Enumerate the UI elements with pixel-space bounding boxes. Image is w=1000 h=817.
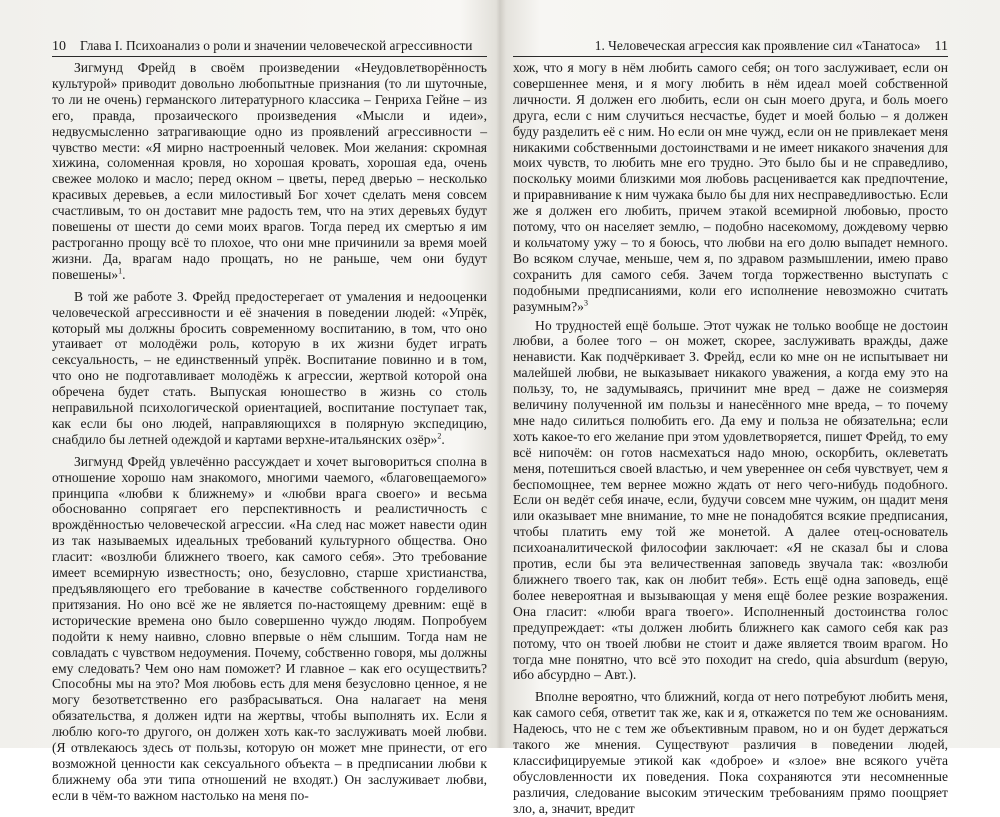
running-head: 1. Человеческая агрессия как проявление сил «Танатоса» xyxy=(594,38,921,53)
paragraph: Вполне вероятно, что ближний, когда от него потребуют любить меня, как самого себя, ответит так же, как и я, откажется по тем же основаниям. Надеюсь, что не с тем же объективным правом, но и он будет держаться такого же мнения. Существуют различия в поведении людей, классифицируемые этикой как «доброе» и «злое» вне всякого учёта обусловленности их поведения. Пока сохраняются эти несомненные различия, следование высоким этическим требованиям прямо поощряет зло, а, значит, вредит xyxy=(513,689,948,816)
footnote-ref: 3 xyxy=(583,298,588,308)
right-page-text xyxy=(513,60,948,817)
page-number: 11 xyxy=(934,39,948,54)
left-page-header xyxy=(52,38,487,57)
footnote-ref: 2 xyxy=(437,431,442,441)
left-page xyxy=(0,0,497,803)
paragraph: Зигмунд Фрейд увлечённо рассуждает и хочет выговориться сполна в отношение хорошо нам знакомого, многими чаемого, «благовещаемого» принципа «любви к ближнему» и «любви врага своего» и весьма обоснованно сопрягает его перспективность и реалистичность с врождённостью человеческой агрессии. «На след нас может навести один из так называемых идеальных требований культурного общества. Оно гласит: «возлюби ближнего твоего, как самого себя». Это требование имеет всемирную известность; оно, безусловно, старше христианства, предъявляющего его требование в качестве собственного горделивого притязания. Но оно всё же не является по-настоящему древним: ещё в исторические времена оно было совершенно чуждо людям. Попробуем подойти к нему наивно, словно впервые о нём слышим. Тогда нам не совладать с чувством недоумения. Почему, собственно говоря, мы должны ему следовать? Чем оно нам поможет? И главное – как его осуществить? Способны мы на это? Моя любовь есть для меня безусловно ценное, я не могу безответственно его разбрасываться. Она налагает на меня обязательства, я должен идти на жертвы, чтобы выполнять их. Если я люблю кого-то другого, он должен хоть как-то заслуживать моей любви. (Я отвлекаюсь здесь от пользы, которую он может мне принести, от его возможной ценности как сексуального объекта – в предписании любви к ближнему оба эти типа отношений не входят.) Он заслуживает любви, если в чём-то важном настолько на меня по- xyxy=(52,453,487,803)
paragraph: Но трудностей ещё больше. Этот чужак не только вообще не достоин любви, а более того – он может, скорее, заслуживать вражды, даже ненависти. Как подчёркивает З. Фрейд, если ко мне он не испытывает ни малейшей любви, не выказывает никакого уважения, а когда ему это на пользу, то, не задумываясь, причинит мне вред – даже не соизмеряя величину полученной им пользы и нанесённого мне вреда, – то почему мне надо силиться полюбить его. Да ему и польза не обязательна; если хоть какое-то его желание при этом удовлетворяется, пишет Фрейд, то ему всё нипочём: он готов насмехаться надо мною, оскорбить, оклеветать меня, потешиться своей властью, и чем увереннее он себя чувствует, чем я беспомощнее, тем вернее можно ждать от него чего-нибудь подобного. Если он ведёт себя иначе, если, будучи совсем мне чужим, он щадит меня или оказывает мне внимание, то мне не понадобятся всякие предписания, чтобы платить ему той же монетой. А далее отец-основатель психоаналитической философии заключает: «Я не сказал бы и слова против, если бы эта величественная заповедь звучала так: «возлюби ближнего твоего так, как он любит тебя». Есть ещё одна заповедь, ещё более невероятная и вызывающая у меня ещё более резкие возражения. Она гласит: «люби врага твоего». Исполненный достоинства голос предупреждает: «ты должен любить ближнего как самого себя как раз потому, что он твоей любви не стоит и даже является твоим врагом. Но тогда мне понятно, что всё это походит на credo, quia absurdum (верую, ибо абсурдно – Авт.). xyxy=(513,317,948,683)
paragraph: хож, что я могу в нём любить самого себя; он того заслуживает, если он совершеннее меня, и я могу любить в нём идеал моей собственной личности. Я должен его любить, если он сын моего друга, и боль моего друга, если с ним случиться несчастье, будет и моей болью – я должен буду разделить её с ним. Но если он мне чужд, если он не привлекает меня никакими собственными достоинствами и не имеет никакого значения для моих чувств, то любить мне его трудно. Это было бы и не справедливо, поскольку моими близкими моя любовь расценивается как предпочтение, и приравнивание к ним чужака было бы для них несправедливостью. Если же я должен его любить, причем этакой всемирной любовью, просто потому, что он населяет землю, – подобно насекомому, дождевому червю и кольчатому ужу – то я боюсь, что любви на его долю выпадет немного. Во всяком случае, меньше, чем я, по здравом размышлении, имею право сохранить для самого себя. Зачем тогда торжественно выступать с подобными предписаниями, коли его исполнение невозможно считать разумным?»$^3$ xyxy=(513,60,948,314)
right-page xyxy=(503,0,1000,816)
right-page-header xyxy=(513,38,948,57)
footnote-ref: 1 xyxy=(118,266,123,276)
left-page-text xyxy=(52,60,487,804)
paragraph: Зигмунд Фрейд в своём произведении «Неудовлетворённость культурой» приводит довольно любопытные признания (то ли шуточные, то ли не очень) германского литературного классика – Генриха Гейне – из его, правда, прозаического произведения «Мысли и идеи», недвусмысленно затрагивающие одно из проявлений агрессивности – чувство мести: «Я мирно настроенный человек. Мои желания: скромная хижина, соломенная кровля, но хорошая кровать, хорошая еда, очень свежее молоко и масло; перед окном – цветы, перед дверью – несколько красивых деревьев, а если милостивый Бог хочет сделать меня совсем счастливым, то он доставит мне радость тем, что на этих деревьях будут повешены от шести до семи моих врагов. Тогда перед их смертью я им растроганно прощу всё то плохое, что они мне причинили за время моей жизни. Да, врагам надо прощать, но не раньше, чем они будут повешены»$^1$. xyxy=(52,60,487,282)
page-number: 10 xyxy=(52,39,66,54)
paragraph: В той же работе З. Фрейд предостерегает от умаления и недооценки человеческой агрессивности и её значения в поведении людей: «Упрёк, который мы должны бросить современному воспитанию, в том, что оно утаивает от молодёжи роль, которую в их жизни будет играть сексуальность, – не единственный упрёк. Воспитание повинно и в том, что оно не подготавливает молодёжь к агрессии, жертвой которой она обречена будет стать. Выпуская юношество в жизнь со столь неправильной психологической ориентацией, воспитание поступает так, как если бы оно людей, направляющихся в полярную экспедицию, снабдило бы летней одеждой и картами верхне-итальянских озёр»$^2$. xyxy=(52,288,487,447)
running-head: Глава I. Психоанализ о роли и значении человеческой агрессивности xyxy=(80,38,473,53)
